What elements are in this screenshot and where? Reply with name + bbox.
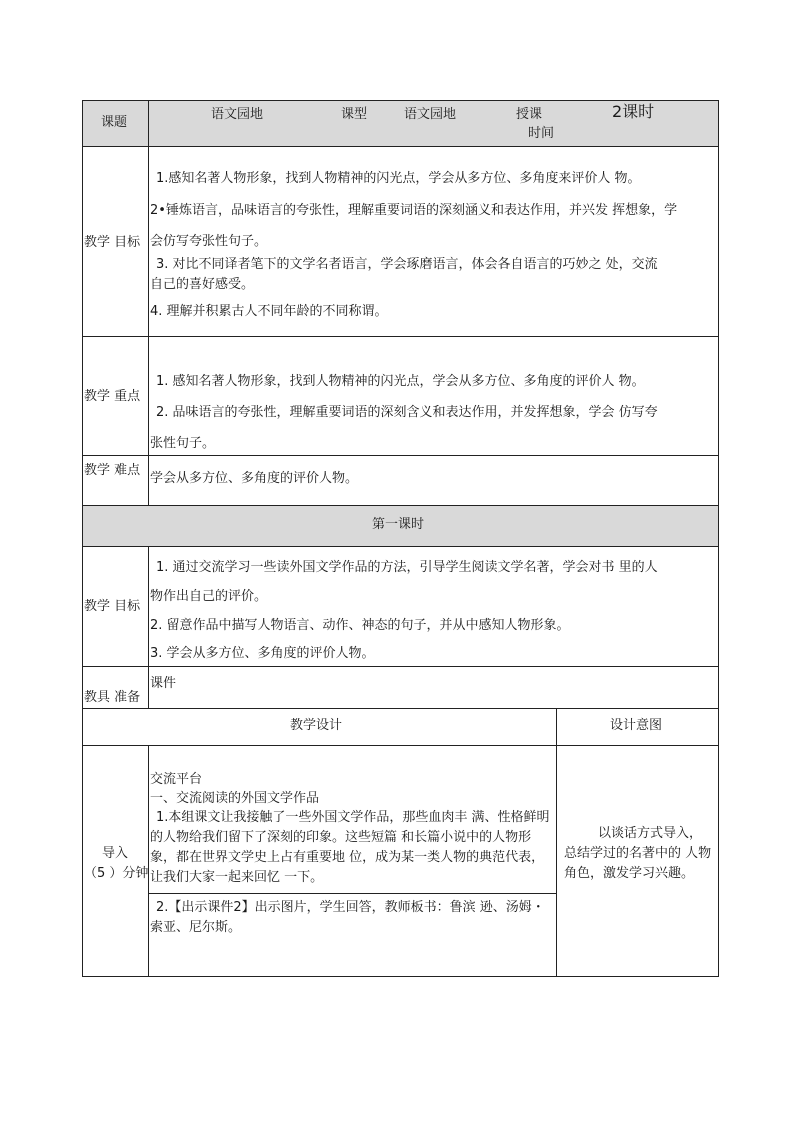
divider	[148, 893, 556, 894]
divider	[148, 100, 149, 147]
time-label-2: 时间	[528, 126, 555, 141]
divider	[556, 708, 557, 746]
goal-item: 1.感知名著人物形象，找到人物精神的闪光点，学会从多方位、多角度来评价人 物。	[156, 171, 641, 186]
goals-label: 教学 目标	[84, 235, 141, 250]
divider	[148, 146, 149, 337]
goal-item: 4. 理解并积累古人不同年龄的不同称谓。	[150, 304, 388, 319]
focus-item: 2. 品味语言的夸张性，理解重要词语的深刻含义和表达作用，并发挥想象，学会 仿写夸	[156, 405, 658, 420]
time-label-1: 授课	[516, 107, 543, 122]
intro-paragraph-1: 1.本组课文让我接触了一些外国文学作品，那些血肉丰 满、性格鲜明的人物给我们留下了深刻的印象。这些短篇 和长篇小说中的人物形象，都在世界文学史上占有重要地 位，成为某一类人物的典范代表，让我们大家一起来回忆 一下。	[150, 810, 550, 885]
difficulty-text: 学会从多方位、多角度的评价人物。	[150, 471, 359, 486]
lesson-goals-label: 教学 目标	[84, 599, 141, 614]
platform-title: 交流平台	[150, 772, 203, 787]
intro-label: 导入	[102, 846, 129, 861]
divider	[148, 745, 149, 977]
tools-row	[82, 666, 719, 709]
intent-header: 设计意图	[610, 718, 663, 733]
course-label: 课题	[101, 115, 128, 130]
focus-label: 教学 重点	[84, 389, 141, 404]
intro-duration: （5 ）分钟	[84, 866, 149, 881]
goal-item: 会仿写夸张性句子。	[150, 234, 268, 249]
goal-item: 自己的喜好感受。	[150, 277, 255, 292]
goal-item: 2•锤炼语言，品味语言的夸张性，理解重要词语的深刻涵义和表达作用，并兴发 挥想象，学	[150, 203, 678, 218]
lesson-goal-item: 3. 学会从多方位、多角度的评价人物。	[150, 646, 375, 661]
intro-intent: 以谈话方式导入，总结学过的名著中的 人物角色，激发学习兴趣。	[564, 826, 712, 881]
goal-item: 3. 对比不同译者笔下的文学名者语言，学会琢磨语言，体会各自语言的巧妙之 处，交流	[156, 257, 658, 272]
divider	[148, 336, 149, 456]
lesson-goal-item: 1. 通过交流学习一些读外国文学作品的方法，引导学生阅读文学名著，学会对书 里的人	[156, 560, 658, 575]
type-label: 课型	[341, 107, 368, 122]
section-title: 一、交流阅读的外国文学作品	[150, 791, 320, 806]
lesson-goal-item: 2. 留意作品中描写人物语言、动作、神态的句子，并从中感知人物形象。	[150, 618, 570, 633]
focus-item: 1. 感知名著人物形象，找到人物精神的闪光点，学会从多方位、多角度的评价人 物。	[156, 374, 645, 389]
divider	[148, 455, 149, 506]
time-value: 2课时	[612, 102, 655, 121]
tools-label: 教具 准备	[84, 690, 141, 705]
lesson-goal-item: 物作出自己的评价。	[150, 589, 268, 604]
divider	[556, 745, 557, 977]
course-value: 语文园地	[211, 107, 264, 122]
focus-item: 张性句子。	[150, 436, 216, 451]
tools-value: 课件	[150, 676, 177, 691]
divider	[148, 546, 149, 667]
difficulty-label: 教学 难点	[84, 463, 141, 478]
type-value: 语文园地	[404, 107, 457, 122]
divider	[148, 666, 149, 709]
lesson-title: 第一课时	[372, 517, 425, 532]
design-header: 教学设计	[290, 718, 343, 733]
intro-paragraph-2: 2.【出示课件2】出示图片，学生回答，教师板书：鲁滨 逊、汤姆・索亚、尼尔斯。	[150, 900, 545, 935]
